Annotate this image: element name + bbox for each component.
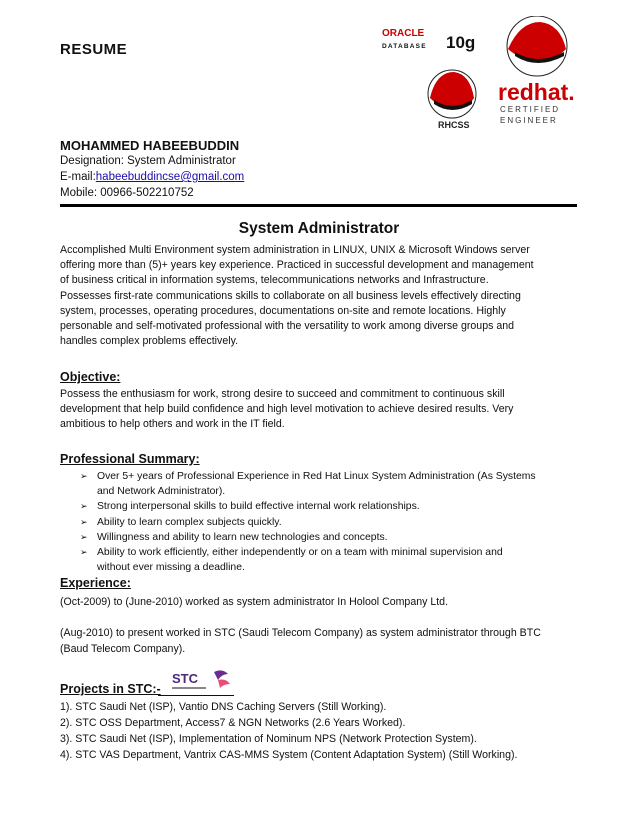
project-item: 2). STC OSS Department, Access7 & NGN Networks (2.6 Years Worked). [60,717,406,729]
redhat-engineer: ENGINEER [500,116,558,125]
arrow-bullet-icon: ➢ [80,516,88,527]
summary-line: personable and self-motivated professional with the versatility to work among diverse groups and [60,320,515,333]
bullet-text: Strong interpersonal skills to build effective internal work relationships. [97,501,420,513]
list-item [80,469,580,499]
experience-item [60,625,580,657]
project-item: 1). STC Saudi Net (ISP), Vantio DNS Caching Servers (Still Working). [60,701,387,713]
list-item [80,530,580,545]
objective-line: development that help build confidence and high level motivation to achieve desired results. Very [60,403,514,416]
bullet-text: without ever missing a deadline. [97,562,245,574]
candidate-name: MOHAMMED HABEEBUDDIN [60,138,240,153]
experience-line: (Aug-2010) to present worked in STC (Saudi Telecom Company) as system administrator through BTC [60,627,541,639]
experience-item: (Oct-2009) to (June-2010) worked as system administrator In Holool Company Ltd. [60,596,449,608]
designation: Designation: System Administrator [60,155,236,167]
rhcss-label: RHCSS [438,120,470,130]
resume-heading: RESUME [60,41,128,58]
list-item [80,499,580,514]
bullet-text: Ability to learn complex subjects quickly. [97,516,282,528]
projects-heading: Projects in STC:- [60,682,161,696]
summary-line: Accomplished Multi Environment system administration in LINUX, UNIX & Microsoft Windows server [60,244,530,256]
summary-line: of business critical in information systems, telecommunications networks and Infrastructure. [60,274,489,287]
arrow-bullet-icon: ➢ [80,471,88,481]
rhcss-hat-icon [428,70,476,118]
arrow-bullet-icon: ➢ [80,547,88,558]
stc-logo [170,668,232,694]
arrow-bullet-icon: ➢ [80,501,88,512]
projects-underline [158,695,234,696]
professional-summary-list [80,469,580,575]
certification-logos [380,16,580,136]
bullet-text: Over 5+ years of Professional Experience in Red Hat Linux System Administration (As Systems [97,471,536,482]
document-title: System Administrator [238,220,400,237]
bullet-text: Willingness and ability to learn new technologies and concepts. [97,531,388,543]
projects-list [60,699,580,763]
oracle-database-label: DATABASE [382,43,427,50]
email-label: E-mail: [60,171,96,183]
experience-line: (Baud Telecom Company). [60,643,186,655]
summary-paragraph [60,243,578,349]
header-divider [60,204,577,207]
objective-paragraph [60,387,578,433]
stc-logo-text: STC [172,671,198,686]
bullet-text: and Network Administrator). [97,486,226,498]
arrow-bullet-icon: ➢ [80,531,88,542]
redhat-hat-icon [507,16,567,76]
oracle-logo: ORACLE [382,28,425,39]
bullet-text: Ability to work efficiently, either independently or on a team with minimal supervision and [97,547,503,559]
summary-line: system, processes, operating procedures, documentations on-site and remote locations. Highly [60,304,506,317]
project-item: 4). STC VAS Department, Vantrix CAS-MMS System (Content Adaptation System) (Still Working). [60,749,518,761]
professional-summary-heading: Professional Summary: [60,452,200,466]
email-line [60,171,244,183]
project-item: 3). STC Saudi Net (ISP), Implementation of Nominum NPS (Network Protection System). [60,733,477,745]
summary-line: offering more than (5)+ years key experience. Practiced in successful development and management [60,259,534,272]
email-link[interactable]: habeebuddincse@gmail.com [95,171,245,183]
redhat-brand: redhat. [498,79,575,105]
objective-line: Possess the enthusiasm for work, strong desire to succeed and commitment to continuous skill [60,388,505,400]
list-item [80,515,580,530]
objective-heading: Objective: [60,370,121,384]
experience-heading: Experience: [60,576,131,590]
mobile: Mobile: 00966-502210752 [60,187,194,199]
objective-line: ambitious to help others and work in the IT field. [60,418,285,431]
list-item [80,545,580,575]
summary-line: Possesses first-rate communications skills to collaborate on all business levels effectively directing [60,289,521,302]
summary-line: handles complex problems effectively. [60,335,239,348]
redhat-certified: CERTIFIED [500,105,561,114]
oracle-version: 10g [446,33,476,52]
